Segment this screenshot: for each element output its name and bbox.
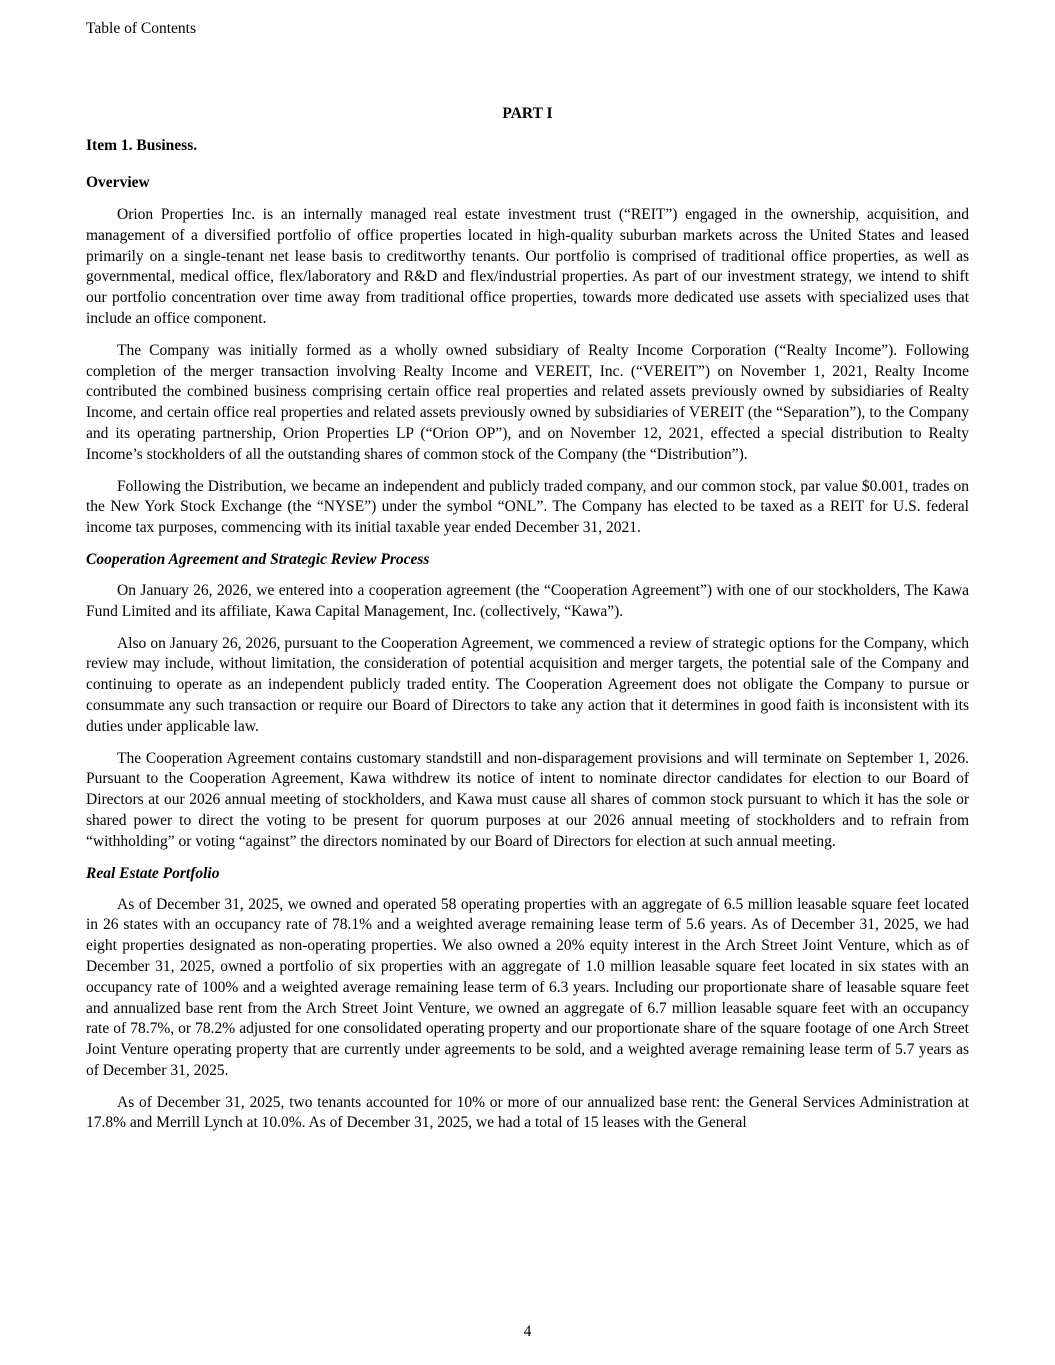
section-title-overview: Overview xyxy=(86,174,150,191)
document-body xyxy=(86,104,969,1145)
paragraph: As of December 31, 2025, we owned and operated 58 operating properties with an aggregate of 6.5 million leasable square feet located in 26 states with an occupancy rate of 78.1% and a weighted average remaining lease term of 5.6 years. As of December 31, 2025, we had eight properties designated as non-operating properties. We also owned a 20% equity interest in the Arch Street Joint Venture, which as of December 31, 2025, owned a portfolio of six properties with an aggregate of 1.0 million leasable square feet located in six states with an occupancy rate of 100% and a weighted average remaining lease term of 6.3 years. Including our proportionate share of leasable square feet and annualized base rent from the Arch Street Joint Venture, we owned an aggregate of 6.7 million leasable square feet with an occupancy rate of 78.7%, or 78.2% adjusted for one consolidated operating property and our proportionate share of the square footage of one Arch Street Joint Venture operating property that are currently under agreements to be sold, and a weighted average remaining lease term of 5.7 years as of December 31, 2025. xyxy=(86,895,969,1079)
paragraph: The Cooperation Agreement contains customary standstill and non-disparagement provisions and will terminate on September 1, 2026. Pursuant to the Cooperation Agreement, Kawa withdrew its notice of intent to nominate director candidates for election to our Board of Directors at our 2026 annual meeting of stockholders, and Kawa must cause all shares of common stock pursuant to which it has the sole or shared power to direct the voting to be present for quorum purposes at our 2026 annual meeting of stockholders and to refrain from “withholding” or voting “against” the directors nominated by our Board of Directors for election at such annual meeting. xyxy=(86,749,969,850)
table-of-contents-link[interactable]: Table of Contents xyxy=(86,20,196,37)
paragraph: The Company was initially formed as a wholly owned subsidiary of Realty Income Corporation (“Realty Income”). Following completion of the merger transaction involving Realty Income and VEREIT, Inc. (“VEREIT”) on November 1, 2021, Realty Income contributed the combined business comprising certain office real properties and related assets previously owned by subsidiaries of Realty Income, and certain office real properties and related assets previously owned by subsidiaries of VEREIT (the “Separation”), to the Company and its operating partnership, Orion Properties LP (“Orion OP”), and on November 12, 2021, effected a special distribution to Realty Income’s stockholders of all the outstanding shares of common stock of the Company (the “Distribution”). xyxy=(86,341,969,463)
paragraph: On January 26, 2026, we entered into a cooperation agreement (the “Cooperation Agreement”) with one of our stockholders, The Kawa Fund Limited and its affiliate, Kawa Capital Management, Inc. (collectively, “Kawa”). xyxy=(86,581,969,620)
paragraph: As of December 31, 2025, two tenants accounted for 10% or more of our annualized base rent: the General Services Administration at 17.8% and Merrill Lynch at 10.0%. As of December 31, 2025, we had a total of 15 leases with the General xyxy=(86,1093,969,1132)
paragraph: Also on January 26, 2026, pursuant to the Cooperation Agreement, we commenced a review of strategic options for the Company, which review may include, without limitation, the consideration of potential acquisition and merger targets, the potential sale of the Company and continuing to operate as an independent publicly traded entity. The Cooperation Agreement does not obligate the Company to pursue or consummate any such transaction or require our Board of Directors to take any action that it determines in good faith is inconsistent with its duties under applicable law. xyxy=(86,634,969,735)
paragraph: Orion Properties Inc. is an internally managed real estate investment trust (“REIT”) engaged in the ownership, acquisition, and management of a diversified portfolio of office properties located in high-quality suburban markets across the United States and leased primarily on a single-tenant net lease basis to creditworthy tenants. Our portfolio is comprised of traditional office properties, as well as governmental, medical office, flex/laboratory and R&D and flex/industrial properties. As part of our investment strategy, we intend to shift our portfolio concentration over time away from traditional office properties, towards more dedicated use assets with specialized uses that include an office component. xyxy=(86,206,969,327)
item-title: Item 1. Business. xyxy=(86,137,198,154)
section-title-real-estate-portfolio: Real Estate Portfolio xyxy=(86,864,220,882)
page-number: 4 xyxy=(523,1323,532,1340)
part-title: PART I xyxy=(502,105,553,122)
section-title-cooperation-agreement: Cooperation Agreement and Strategic Review Process xyxy=(86,550,430,568)
paragraph: Following the Distribution, we became an independent and publicly traded company, and our common stock, par value $0.001, trades on the New York Stock Exchange (the “NYSE”) under the symbol “ONL”. The Company has elected to be taxed as a REIT for U.S. federal income tax purposes, commencing with its initial taxable year ended December 31, 2021. xyxy=(86,477,969,537)
